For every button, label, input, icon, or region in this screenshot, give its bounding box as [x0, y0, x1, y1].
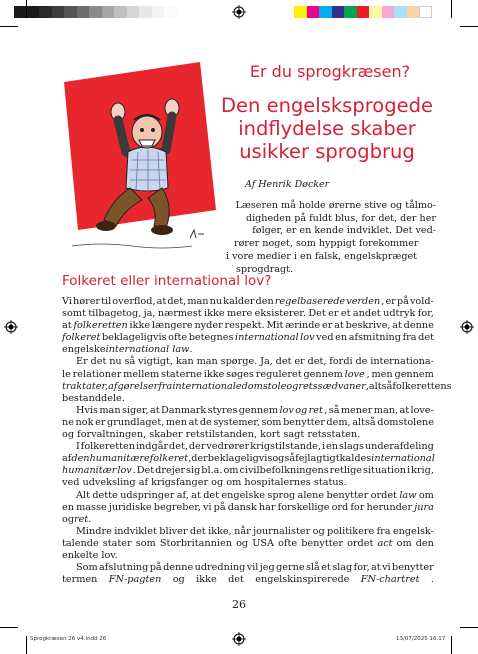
- crop-mark: [460, 627, 478, 628]
- lead-line: følger, er en kende indviklet. Det ved-: [252, 225, 436, 237]
- body-line: termen FN-pagten og ikke det engelskinspirerede FN-chartret .: [62, 574, 434, 586]
- crop-mark: [451, 636, 452, 654]
- page-number: 26: [232, 598, 246, 611]
- body-line: enkelte lov.: [62, 549, 118, 561]
- body-line: le relationer mellem staterne ikke søges reguleret gennem love , men gennem: [62, 368, 434, 380]
- headline-line: indflydelse skaber: [238, 117, 416, 140]
- body-line: en masse juridiske begreber, vi på dansk har forskellige ord for herunder jura: [62, 501, 434, 513]
- registration-mark-icon: [232, 632, 246, 646]
- body-line: Alt dette udspringer af, at det engelske sprog alene benytter ordet law om: [76, 489, 434, 501]
- body-line: Hvis man siger, at Danmark styres gennem lov og ret , så mener man, at love-: [76, 404, 434, 416]
- lead-paragraph: [214, 200, 436, 276]
- headline: [208, 94, 446, 163]
- body-line: ved udveksling af krigsfanger og om hospitalernes status.: [62, 477, 347, 489]
- lead-line: sprogdragt.: [236, 263, 294, 275]
- byline: Af Henrik Døcker: [245, 179, 330, 190]
- angry-man-illustration: [62, 60, 222, 260]
- registration-mark-icon: [232, 5, 246, 19]
- body-line: I folkeretten indgår det, der vedrører krigstilstande, i en slags underafdeling: [76, 441, 434, 453]
- body-line: folkeret beklageligvis ofte betegnes international lov ved en afsmitning fra det: [62, 332, 434, 344]
- crop-mark: [451, 0, 452, 18]
- body-line: talende stater som Storbritannien og USA ofte benytter ordet act om den: [62, 537, 434, 549]
- crop-mark: [460, 26, 478, 27]
- body-line: somt tilbagetog, ja, nærmest ikke mere eksisterer. Det er et andet udtryk for,: [62, 308, 434, 320]
- body-line: bestanddele.: [62, 392, 125, 404]
- crop-mark: [26, 636, 27, 654]
- body-line: at folkeretten ikke længere nyder respekt. Mit ærinde er at beskrive, at denne: [62, 320, 434, 332]
- body-text: [62, 296, 452, 586]
- headline-line: Den engelsksprogede: [221, 94, 433, 117]
- body-line: ne nok er grundlaget, men at de systemer, som benytter dem, altså domstolene: [62, 416, 434, 428]
- kicker: Er du sprogkræsen?: [249, 62, 411, 81]
- body-line: og forvaltningen, skaber retstilstanden, kort sagt retsstaten.: [62, 429, 361, 441]
- crop-mark: [0, 627, 18, 628]
- crop-mark: [0, 26, 18, 27]
- registration-mark-icon: [4, 320, 18, 334]
- body-line: Er det nu så vigtigt, kan man spørge. Ja, det er det, fordi de internationa-: [76, 356, 434, 368]
- file-slug: Sprogkræsen 26 v4.indd 26: [30, 636, 107, 642]
- lead-line: rører noget, som hyppigt forekommer: [234, 238, 419, 250]
- lead-line: digheden på fuldt blus, for det, der her: [245, 212, 436, 224]
- body-line: af den humanitære folkeret , der beklageligvis også fejlagtigt kaldes international: [62, 453, 435, 465]
- body-line: og ret .: [62, 513, 92, 525]
- lead-line: i vore medier i en falsk, engelskpræget: [226, 250, 418, 262]
- body-line: Mindre indviklet bliver det ikke, når journalister og politikere fra engelsk-: [76, 525, 434, 537]
- body-line: Vi hører til overflod, at det, man nu kalder den regelbaserede verden , er på vold-: [62, 296, 434, 307]
- date-slug: 13/07/2025 16.17: [396, 636, 446, 642]
- grayscale-color-bar: [14, 6, 177, 18]
- body-line: engelske international law .: [62, 344, 193, 356]
- section-heading: Folkeret eller international lov?: [62, 273, 272, 289]
- registration-mark-icon: [460, 320, 474, 334]
- body-line: humanitær lov . Det drejer sig bl.a. om civilbefolkningens retlige situation i krig,: [62, 465, 434, 477]
- crop-mark: [26, 0, 27, 18]
- process-color-bar: [294, 6, 432, 18]
- body-line: Som afslutning på denne udredning vil jeg gerne slå et slag for, at vi benytter: [76, 562, 434, 574]
- headline-line: usikker sprogbrug: [239, 140, 415, 163]
- lead-line: Læseren må holde ørerne stive og tålmo-: [235, 200, 436, 211]
- body-line: traktater, afgørelser fra internationale domstole og retssædvaner , altså folkerettens: [62, 380, 452, 392]
